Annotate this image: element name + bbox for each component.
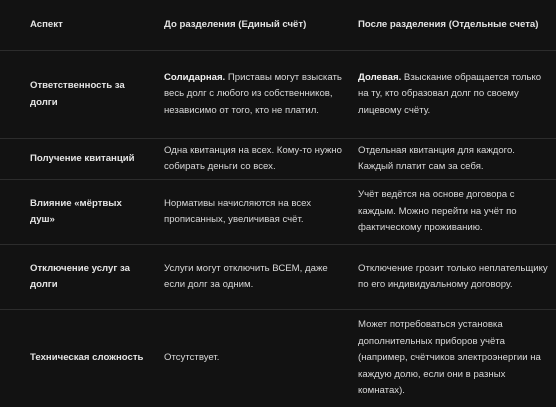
before-cell: Услуги могут отключить ВСЕМ, даже если долг за одним. — [157, 245, 352, 310]
after-bold: Долевая. — [358, 71, 402, 83]
before-bold: Солидарная. — [164, 71, 226, 83]
before-cell: Нормативы начисляются на всех прописанных, увеличивая счёт. — [157, 180, 352, 245]
table-row — [0, 51, 556, 139]
after-cell: Учёт ведётся на основе договора с каждым. Можно перейти на учёт по фактическому проживанию. — [352, 180, 556, 245]
table-row — [0, 139, 556, 180]
table-row — [0, 245, 556, 310]
after-cell: Может потребоваться установка дополнительных приборов учёта (например, счётчиков электроэнергии на каждую долю, если они в разных комнатах). — [358, 319, 541, 397]
after-cell: Отдельная квитанция для каждого. Каждый платит сам за себя. — [352, 139, 556, 180]
header-aspect: Аспект — [0, 0, 157, 51]
table-row — [0, 310, 556, 407]
header-before: До разделения (Единый счёт) — [157, 0, 352, 51]
after-cell — [352, 51, 556, 139]
header-after: После разделения (Отдельные счета) — [352, 0, 556, 51]
before-cell: Отсутствует. — [164, 352, 220, 364]
aspect-cell: Влияние «мёртвых душ» — [0, 180, 157, 245]
after-cell: Отключение грозит только неплательщику по его индивидуальному договору. — [352, 245, 556, 310]
aspect-cell: Ответственность за долги — [0, 51, 157, 139]
aspect-cell: Получение квитанций — [0, 139, 157, 180]
aspect-cell: Техническая сложность — [30, 352, 144, 364]
before-cell: Одна квитанция на всех. Кому-то нужно собирать деньги со всех. — [157, 139, 352, 180]
aspect-cell: Отключение услуг за долги — [0, 245, 157, 310]
table-row — [0, 180, 556, 245]
before-cell — [157, 51, 352, 139]
before-text: Приставы могут взыскать весь долг с любого из собственников, независимо от того, кто не платил. — [164, 71, 342, 116]
after-text: Взыскание обращается только на ту, кто образовал долг по своему лицевому счёту. — [358, 71, 542, 116]
header-row — [0, 0, 556, 51]
